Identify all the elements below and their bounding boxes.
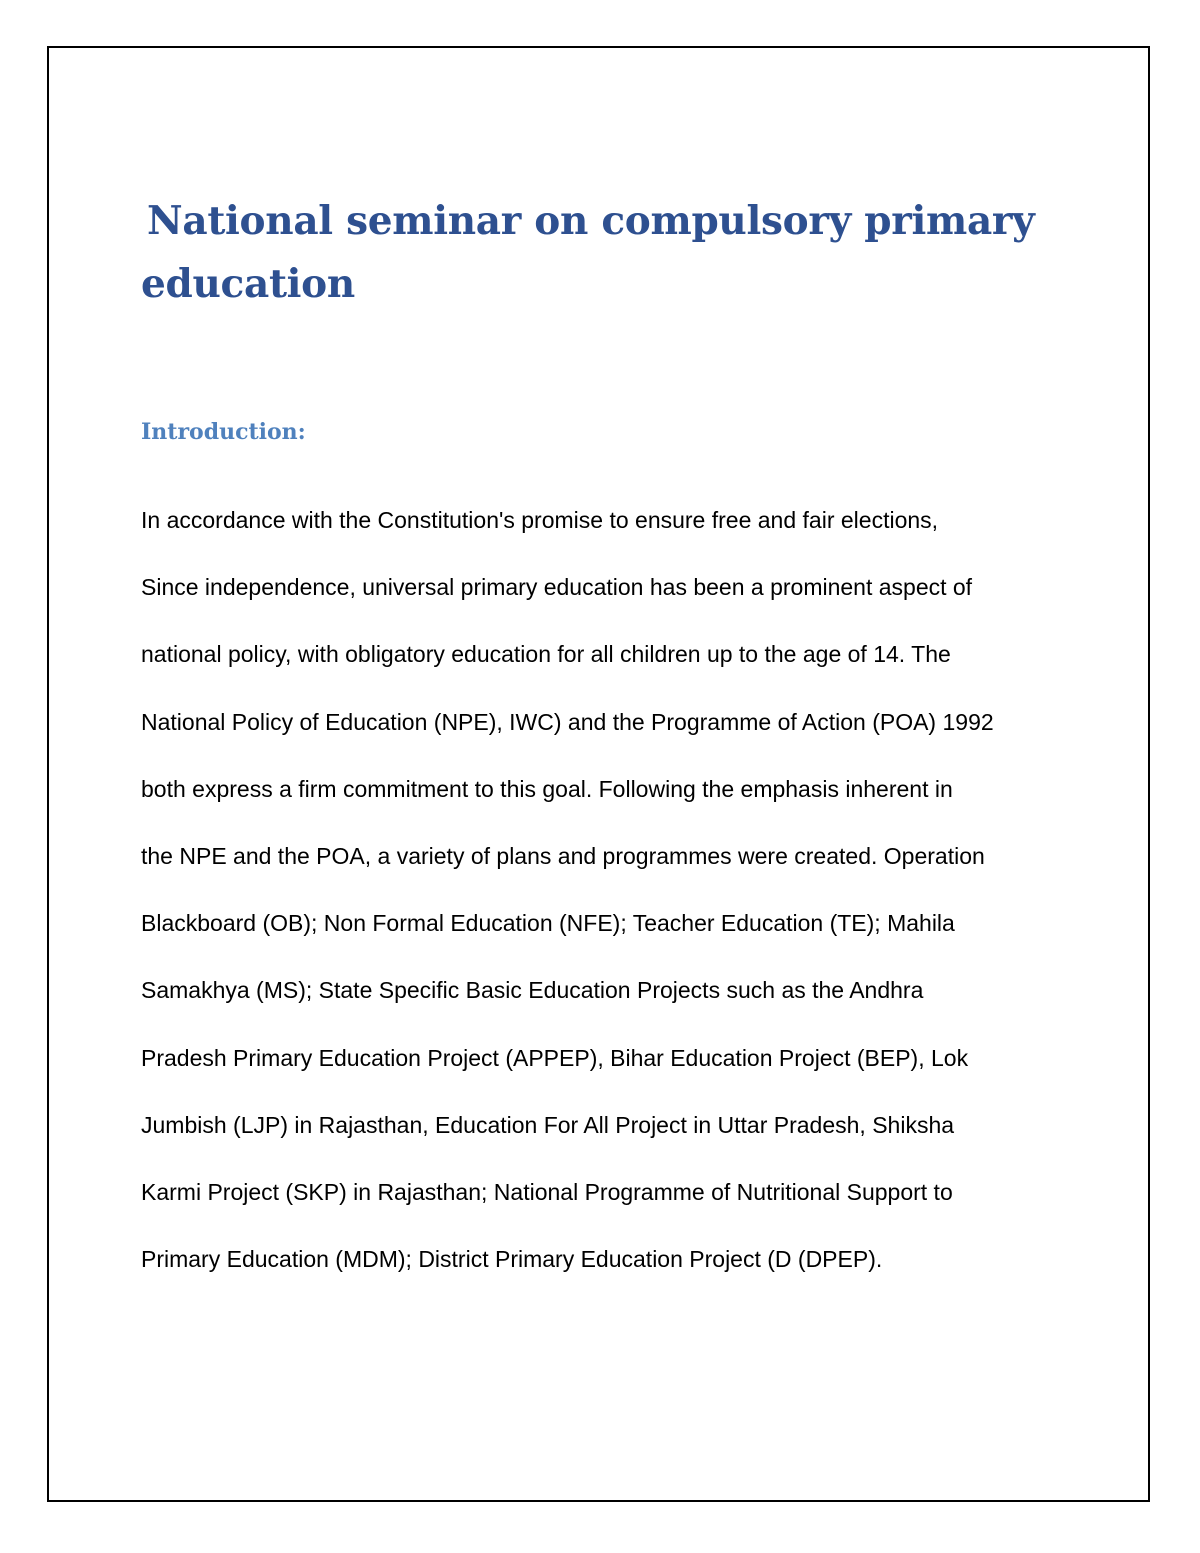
- title-line-2: education: [141, 261, 355, 307]
- paragraph-line: both express a firm commitment to this goal. Following the emphasis inherent in: [141, 775, 953, 802]
- introduction-paragraph: [141, 500, 1101, 1306]
- paragraph-line: Jumbish (LJP) in Rajasthan, Education For All Project in Uttar Pradesh, Shiksha: [141, 1111, 955, 1138]
- section-heading-introduction: Introduction:: [141, 419, 306, 445]
- document-title: [141, 190, 1081, 316]
- paragraph-line: the NPE and the POA, a variety of plans and programmes were created. Operation: [141, 842, 985, 869]
- paragraph-line: Blackboard (OB); Non Formal Education (NFE); Teacher Education (TE); Mahila: [141, 910, 955, 937]
- paragraph-line: In accordance with the Constitution's promise to ensure free and fair elections,: [141, 507, 939, 533]
- paragraph-line: national policy, with obligatory education for all children up to the age of 14. The: [141, 641, 951, 668]
- paragraph-line: Samakhya (MS); State Specific Basic Education Projects such as the Andhra: [141, 977, 924, 1004]
- title-line-1: National seminar on compulsory primary: [147, 198, 1035, 244]
- paragraph-line: Primary Education (MDM); District Primary Education Project (D (DPEP).: [141, 1246, 883, 1273]
- paragraph-line: Since independence, universal primary education has been a prominent aspect of: [141, 574, 973, 601]
- paragraph-line: Karmi Project (SKP) in Rajasthan; National Programme of Nutritional Support to: [141, 1178, 953, 1205]
- paragraph-line: Pradesh Primary Education Project (APPEP), Bihar Education Project (BEP), Lok: [141, 1044, 969, 1071]
- paragraph-line: National Policy of Education (NPE), IWC) and the Programme of Action (POA) 1992: [141, 708, 994, 735]
